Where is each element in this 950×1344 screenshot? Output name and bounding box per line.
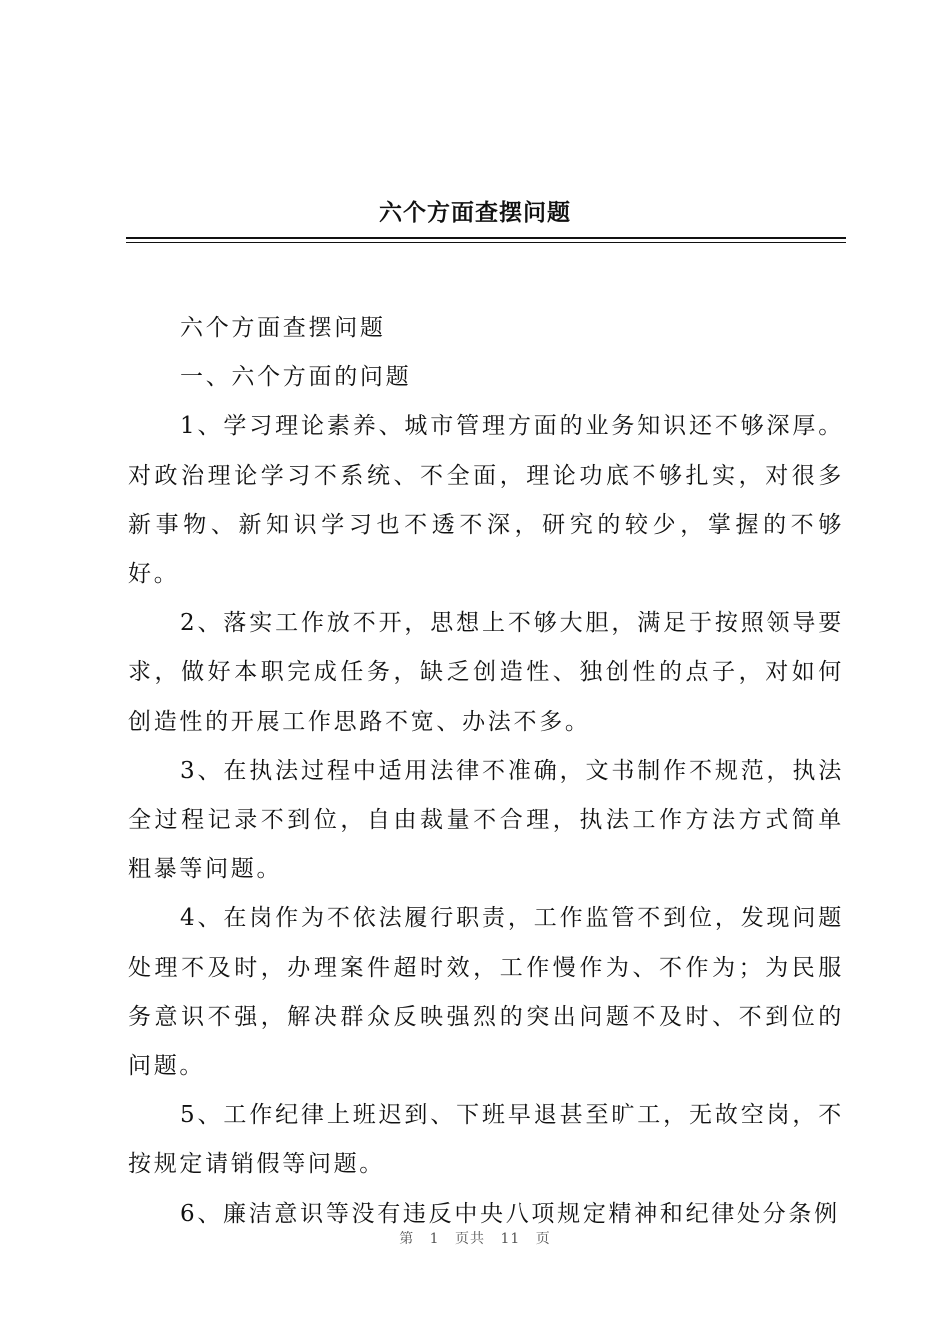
section-heading: 一、六个方面的问题 (180, 364, 412, 391)
paragraph-item-1: 1、学习理论素养、城市管理方面的业务知识还不够深厚。对政治理论学习不系统、不全面，理论功底不够扎实，对很多新事物、新知识学习也不透不深，研究的较少，掌握的不够好。 (128, 413, 844, 588)
document-title: 六个方面查摆问题 (379, 200, 571, 226)
paragraph-item-3: 3、在执法过程中适用法律不准确，文书制作不规范，执法全过程记录不到位，自由裁量不合理，执法工作方法方式简单粗暴等问题。 (128, 757, 844, 883)
page-footer: 第 1 页共 11 页 (399, 1231, 551, 1247)
document-body (128, 304, 844, 1239)
body-heading: 六个方面查摆问题 (180, 315, 386, 341)
paragraph-item-4: 4、在岗作为不依法履行职责，工作监管不到位，发现问题处理不及时，办理案件超时效，工作慢作为、不作为；为民服务意识不强，解决群众反映强烈的突出问题不及时、不到位的问题。 (128, 905, 844, 1080)
paragraph-item-2: 2、落实工作放不开，思想上不够大胆，满足于按照领导要求，做好本职完成任务，缺乏创造性、独创性的点子，对如何创造性的开展工作思路不宽、办法不多。 (128, 610, 844, 735)
paragraph-item-6: 6、廉洁意识等没有违反中央八项规定精神和纪律处分条例 (180, 1200, 840, 1227)
title-underline-thick (126, 237, 846, 239)
paragraph-item-5: 5、工作纪律上班迟到、下班早退甚至旷工，无故空岗，不按规定请销假等问题。 (128, 1102, 844, 1178)
title-underline-thin (126, 242, 846, 243)
